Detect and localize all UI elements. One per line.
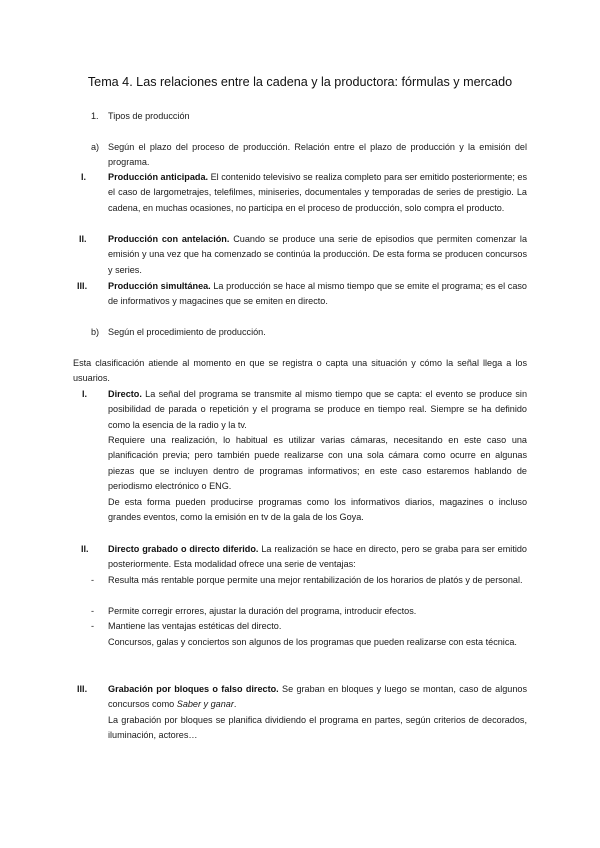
- numeral-bloques: III.: [77, 684, 88, 694]
- item-anticipada-head: Producción anticipada.: [108, 172, 209, 182]
- item-simultanea: [108, 279, 527, 310]
- item-diferido-body: La realización se hace en directo, pero se graba para ser emitido posteriormente. Esta modalidad ofrece una serie de ventajas:: [108, 544, 527, 570]
- bullet-marker-3: -: [91, 621, 95, 631]
- item-bloques-head: Grabación por bloques o falso directo.: [108, 684, 279, 694]
- numeral-simultanea: III.: [77, 281, 88, 291]
- subsection-b-text: Según el procedimiento de producción.: [108, 327, 266, 337]
- bullet-esteticas: Mantiene las ventajas estéticas del directo.: [108, 621, 282, 631]
- bullet-marker-1: -: [91, 575, 95, 585]
- item-directo: [108, 387, 527, 433]
- item-antelacion: [108, 232, 527, 278]
- item-diferido-head: Directo grabado o directo diferido.: [108, 544, 259, 554]
- item-bloques-end: .: [233, 699, 237, 710]
- subsection-b-marker: b): [91, 327, 100, 337]
- numeral-antelacion: II.: [79, 234, 87, 244]
- item-simultanea-head: Producción simultánea.: [108, 281, 211, 291]
- page-title: Tema 4. Las relaciones entre la cadena y la productora: fórmulas y mercado: [87, 75, 513, 89]
- directo-paragraph-3: De esta forma pueden producirse programas como los informativos diarios, magazines o incluso grandes eventos, como la emisión en tv de la gala de los Goya.: [108, 497, 527, 523]
- bloques-paragraph-2: La grabación por bloques se planifica dividiendo el programa en partes, según criterios de decorados, iluminación, actores…: [108, 715, 527, 741]
- item-antelacion-body: Cuando se produce una serie de episodios que permiten comenzar la emisión y una vez que ha comenzado se continúa la producción. De esta forma se producen concursos y series.: [108, 234, 527, 275]
- item-diferido: [108, 542, 527, 573]
- item-anticipada: [108, 170, 527, 216]
- item-directo-head: Directo.: [108, 389, 142, 399]
- bullet-marker-2: -: [91, 606, 95, 616]
- numeral-anticipada: I.: [81, 172, 87, 182]
- subsection-a-marker: a): [91, 142, 100, 152]
- section-number: 1.: [91, 111, 99, 121]
- numeral-diferido: II.: [81, 544, 89, 554]
- subsection-a-text: Según el plazo del proceso de producción. Relación entre el plazo de producción y la emisión del programa.: [108, 142, 527, 168]
- numeral-directo: I.: [82, 389, 88, 399]
- item-bloques-example: Saber y ganar: [176, 699, 234, 710]
- diferido-note: Concursos, galas y conciertos son algunos de los programas que pueden realizarse con esta técnica.: [108, 637, 517, 647]
- item-simultanea-body: La producción se hace al mismo tiempo que se emite el programa; es el caso de informativos y magacines que se emiten en directo.: [108, 281, 527, 307]
- item-anticipada-body: El contenido televisivo se realiza completo para ser emitido posteriormente; es el caso de largometrajes, telefilmes, miniseries, documentales y temporadas de series de prestigio. La cadena, en muchas ocasiones, no participa en el proceso de producción, solo compra el producto.: [108, 172, 528, 213]
- bullet-rentable: Resulta más rentable porque permite una mejor rentabilización de los horarios de platós y de personal.: [108, 575, 523, 585]
- section-heading: Tipos de producción: [108, 111, 190, 121]
- bullet-corregir: Permite corregir errores, ajustar la duración del programa, introducir efectos.: [108, 606, 417, 616]
- item-directo-body: La señal del programa se transmite al mismo tiempo que se capta: el evento se produce sin posibilidad de parada o repetición y el programa se produce en tiempo real. Siempre se ha definido como la esencia de la radio y la tv.: [108, 389, 527, 430]
- item-antelacion-head: Producción con antelación.: [108, 234, 230, 244]
- intro-b-paragraph: Esta clasificación atiende al momento en que se registra o capta una situación y cómo la señal llega a los usuarios.: [73, 358, 527, 384]
- item-bloques: [108, 682, 527, 713]
- item-bloques-body: Se graban en bloques y luego se montan, caso de algunos concursos como: [108, 684, 527, 710]
- directo-paragraph-2: Requiere una realización, lo habitual es utilizar varias cámaras, necesitando en este caso una planificación previa; pero también puede realizarse con una sola cámara como ocurre en algunas piezas que se incluyen dentro de programas informativos; en este caso estaremos hablando de periodismo electrónico o ENG.: [108, 435, 527, 491]
